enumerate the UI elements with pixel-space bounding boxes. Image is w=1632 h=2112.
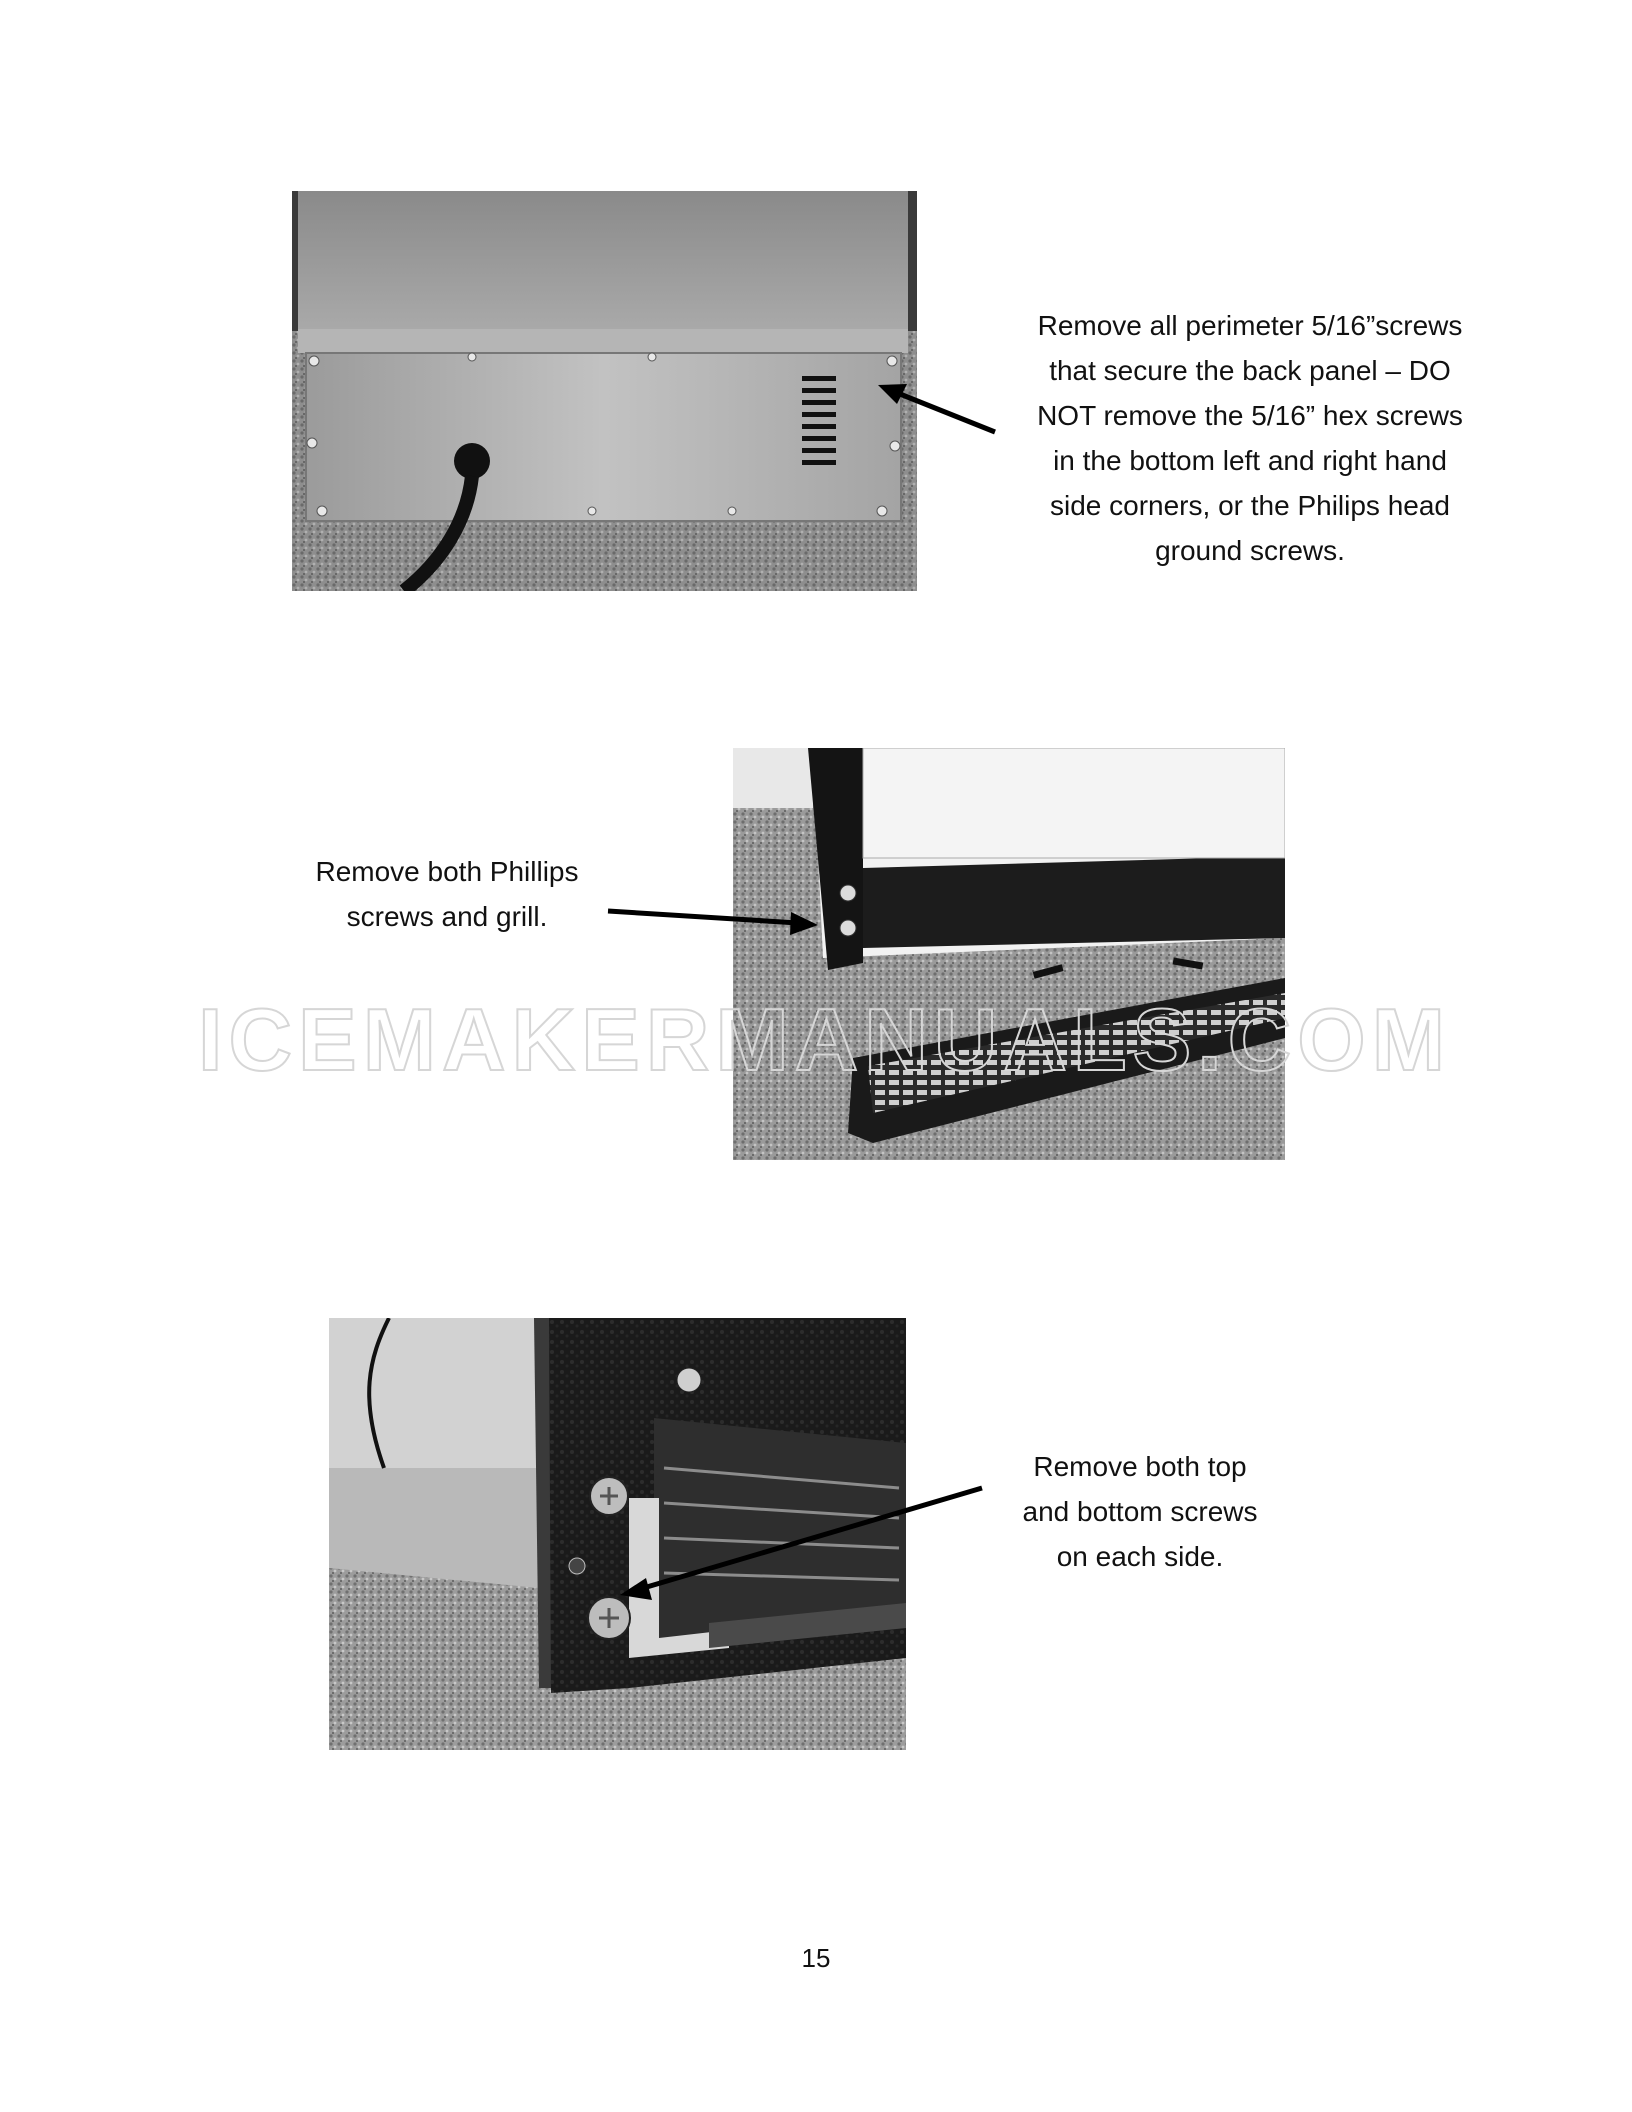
caption-line: and bottom screws bbox=[1022, 1496, 1258, 1527]
caption-line: Remove both top bbox=[1033, 1451, 1247, 1482]
caption-line: Remove both Phillips bbox=[315, 856, 579, 887]
caption-line: on each side. bbox=[1056, 1541, 1224, 1572]
caption-line: ground screws. bbox=[1155, 535, 1345, 566]
caption-line: Remove all perimeter 5/16”screws bbox=[1037, 310, 1463, 341]
caption-line: NOT remove the 5/16” hex screws bbox=[1037, 400, 1463, 431]
caption-line: side corners, or the Philips head bbox=[1050, 490, 1450, 521]
caption-line: in the bottom left and right hand bbox=[1053, 445, 1447, 476]
caption-line: screws and grill. bbox=[346, 901, 548, 932]
caption-line: that secure the back panel – DO bbox=[1049, 355, 1451, 386]
page-number: 15 bbox=[801, 1943, 831, 1973]
